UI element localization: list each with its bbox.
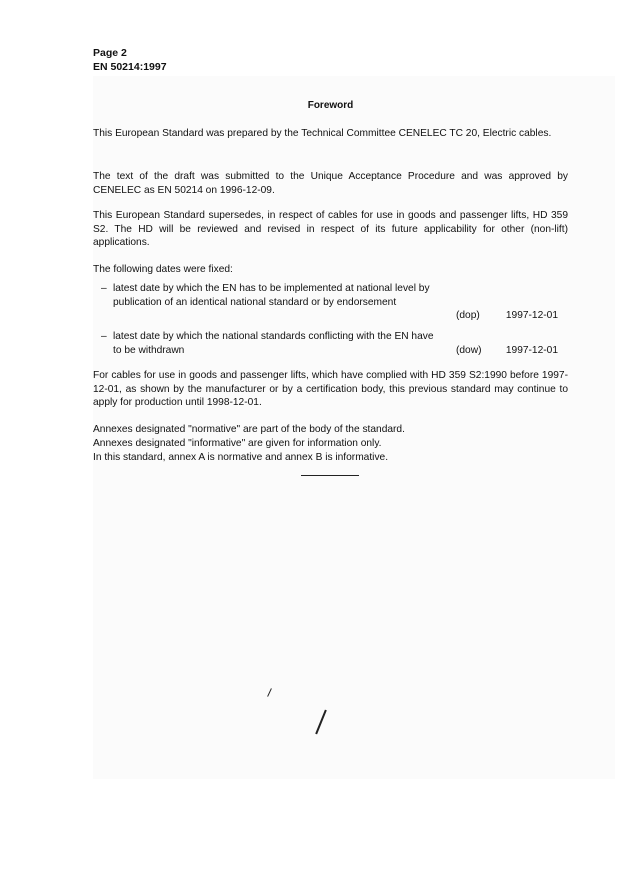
dates-intro: The following dates were fixed: bbox=[93, 264, 233, 275]
annex-line-normative: Annexes designated "normative" are part of the body of the standard. bbox=[93, 424, 405, 435]
foreword-title: Foreword bbox=[307, 100, 354, 111]
date-item-dop bbox=[101, 282, 568, 322]
list-dash: – bbox=[101, 283, 107, 294]
date-item-dow bbox=[101, 330, 568, 357]
date-description: latest date by which the national standards conflicting with the EN have to be withdrawn bbox=[113, 331, 434, 356]
list-dash: – bbox=[101, 331, 107, 342]
paragraph-draft-approval: The text of the draft was submitted to the Unique Acceptance Procedure and was approved by CENELEC as EN 50214 on 1996-12-09. bbox=[93, 171, 568, 196]
date-value: 1997-12-01 bbox=[505, 309, 558, 321]
paragraph-supersedes: This European Standard supersedes, in respect of cables for use in goods and passenger lifts, HD 359 S2. The HD will be reviewed and revised in respect of its future applicability for other (non-lift) applications. bbox=[93, 210, 568, 248]
page-header bbox=[93, 46, 167, 74]
date-code: (dow) bbox=[456, 344, 482, 356]
page-number: Page 2 bbox=[93, 47, 127, 59]
annex-line-informative: Annexes designated "informative" are given for information only. bbox=[93, 438, 382, 449]
paragraph-prepared-by: This European Standard was prepared by the Technical Committee CENELEC TC 20, Electric cables. bbox=[93, 128, 552, 139]
end-divider bbox=[301, 475, 359, 476]
date-description: latest date by which the EN has to be implemented at national level by publication of an identical national standard or by endorsement bbox=[113, 283, 430, 308]
paragraph-transition: For cables for use in goods and passenger lifts, which have complied with HD 359 S2:1990 before 1997-12-01, as shown by the manufacturer or by a certification body, this previous standard may continue to apply for production until 1998-12-01. bbox=[93, 370, 568, 408]
date-code: (dop) bbox=[456, 309, 480, 321]
standard-identifier: EN 50214:1997 bbox=[93, 61, 167, 73]
annex-line-summary: In this standard, annex A is normative and annex B is informative. bbox=[93, 452, 389, 463]
date-value: 1997-12-01 bbox=[505, 344, 558, 356]
